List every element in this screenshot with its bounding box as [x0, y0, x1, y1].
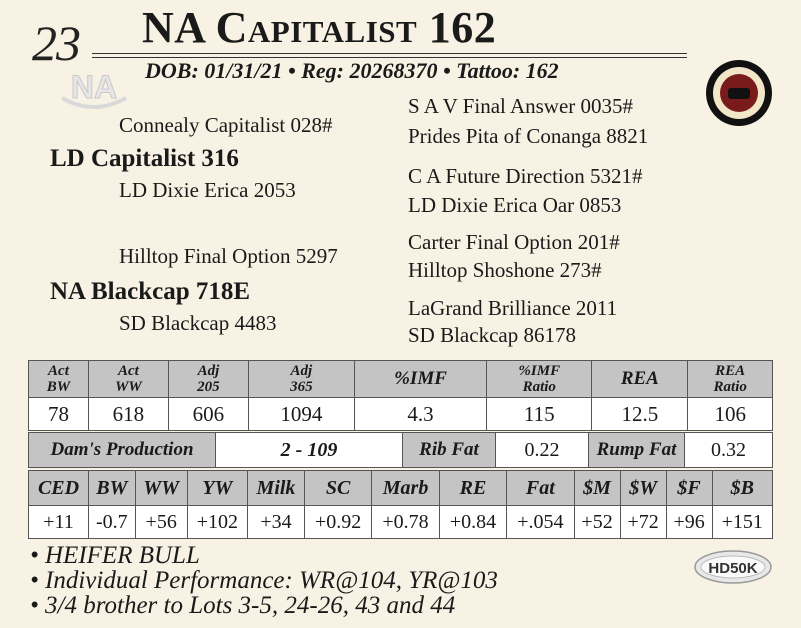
na-logo-icon [58, 68, 130, 114]
epd-value: -0.7 [89, 506, 136, 539]
epd-value: +11 [29, 506, 89, 539]
epd-value: +34 [248, 506, 305, 539]
animal-name: NA Capitalist 162 [142, 3, 497, 52]
sire-sire: Connealy Capitalist 028# [119, 113, 333, 137]
epd-header: BW [89, 471, 136, 506]
lot-number: 23 [32, 15, 80, 71]
dam: NA Blackcap 718E [50, 278, 251, 305]
epd-table [28, 470, 773, 539]
pedigree-ancestor: C A Future Direction 5321# [408, 164, 643, 188]
note-item: • Individual Performance: WR@104, YR@103 [30, 567, 498, 594]
pedigree-ancestor: SD Blackcap 86178 [408, 323, 576, 347]
epd-value: +0.84 [439, 506, 506, 539]
pedigree-ancestor: LaGrand Brilliance 2011 [408, 296, 618, 320]
header-act-ww: Act WW [88, 361, 168, 398]
hd50k-logo-icon [693, 549, 773, 585]
notes-list [30, 543, 498, 618]
header-adj-205: Adj 205 [168, 361, 248, 398]
registration-info: DOB: 01/31/21 • Reg: 20268370 • Tattoo: 162 [145, 58, 559, 83]
epd-header: Fat [507, 471, 574, 506]
dams-production-label: Dam's Production [29, 433, 216, 468]
value-act-ww: 618 [88, 398, 168, 431]
value-adj-205: 606 [168, 398, 248, 431]
note-item: • HEIFER BULL [30, 542, 200, 569]
pedigree-ancestor: LD Dixie Erica Oar 0853 [408, 193, 622, 217]
epd-header: $B [712, 471, 772, 506]
rib-fat-label: Rib Fat [403, 433, 496, 468]
header-rea-ratio: REA Ratio [688, 361, 773, 398]
epd-header: Marb [372, 471, 439, 506]
epd-value: +151 [712, 506, 772, 539]
value-rea: 12.5 [592, 398, 688, 431]
epd-value: +102 [187, 506, 247, 539]
dam-dam: SD Blackcap 4483 [119, 311, 277, 335]
dam-sire: Hilltop Final Option 5297 [119, 244, 338, 268]
sire: LD Capitalist 316 [50, 145, 239, 172]
epd-header: $M [574, 471, 620, 506]
pedigree-ancestor: S A V Final Answer 0035# [408, 94, 634, 118]
epd-value: +96 [666, 506, 712, 539]
performance-table [28, 360, 773, 431]
rib-fat-value: 0.22 [496, 433, 589, 468]
dams-production-value: 2 - 109 [216, 433, 403, 468]
header-imf-ratio: %IMF Ratio [487, 361, 592, 398]
epd-header: CED [29, 471, 89, 506]
epd-header: $W [620, 471, 666, 506]
sire-dam: LD Dixie Erica 2053 [119, 178, 296, 202]
value-imf-ratio: 115 [487, 398, 592, 431]
value-act-bw: 78 [29, 398, 89, 431]
na-logo-text: NA [70, 69, 118, 105]
epd-header: WW [135, 471, 187, 506]
header-adj-365: Adj 365 [248, 361, 354, 398]
value-adj-365: 1094 [248, 398, 354, 431]
epd-header: RE [439, 471, 506, 506]
epd-value: +52 [574, 506, 620, 539]
epd-value: +56 [135, 506, 187, 539]
epd-value: +0.92 [304, 506, 371, 539]
pedigree-ancestor: Prides Pita of Conanga 8821 [408, 124, 649, 148]
pedigree-ancestor: Carter Final Option 201# [408, 230, 620, 254]
epd-header: SC [304, 471, 371, 506]
epd-value: +.054 [507, 506, 574, 539]
epd-value: +0.78 [372, 506, 439, 539]
association-seal-icon [704, 58, 774, 128]
epd-header: Milk [248, 471, 305, 506]
epd-value: +72 [620, 506, 666, 539]
epd-header: YW [187, 471, 247, 506]
rump-fat-label: Rump Fat [589, 433, 685, 468]
note-item: • 3/4 brother to Lots 3-5, 24-26, 43 and 44 [30, 592, 456, 619]
rump-fat-value: 0.32 [685, 433, 773, 468]
value-imf: 4.3 [354, 398, 486, 431]
epd-header: $F [666, 471, 712, 506]
hd50k-logo-text: HD50K [708, 560, 758, 577]
header-act-bw: Act BW [29, 361, 89, 398]
header-imf: %IMF [354, 361, 486, 398]
value-rea-ratio: 106 [688, 398, 773, 431]
production-table [28, 432, 773, 468]
title-underline [92, 53, 687, 54]
header-rea: REA [592, 361, 688, 398]
pedigree-ancestor: Hilltop Shoshone 273# [408, 258, 602, 282]
